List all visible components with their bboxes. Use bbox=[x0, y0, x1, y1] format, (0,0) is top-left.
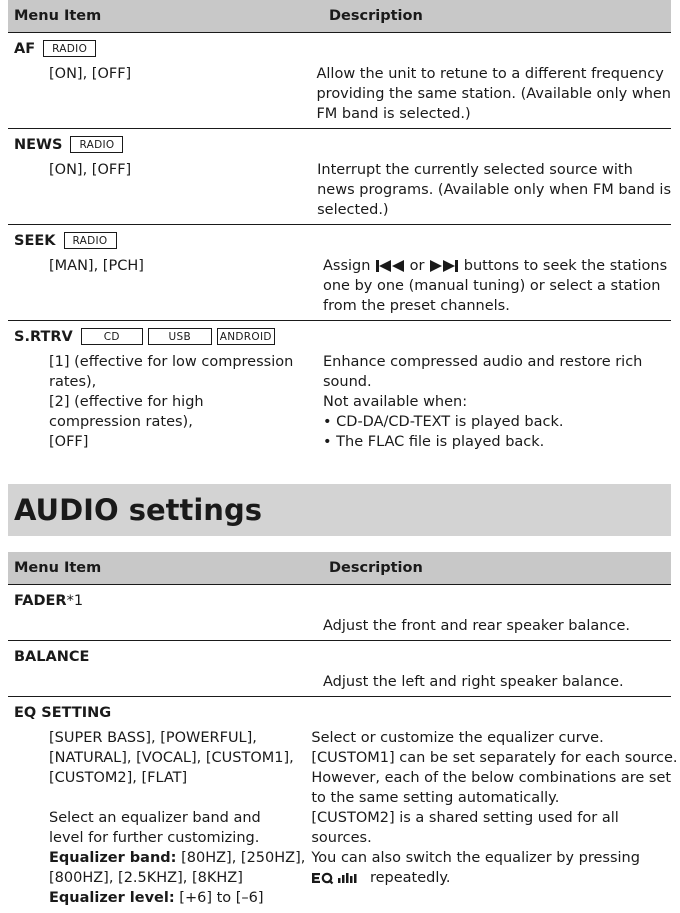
menu-item-label: AF bbox=[14, 40, 36, 57]
previous-track-icon bbox=[375, 259, 405, 273]
eq-band-values: [80HZ], [250HZ], bbox=[176, 850, 306, 866]
option-line: [NATURAL], [VOCAL], [CUSTOM1], bbox=[49, 750, 294, 766]
option-line: level for further customizing. bbox=[49, 830, 260, 846]
col-menu-item: Menu Item bbox=[14, 560, 102, 576]
option-values: [MAN], [PCH] bbox=[49, 258, 144, 274]
menu-item-label: EQ SETTING bbox=[14, 704, 112, 721]
menu-item-row bbox=[8, 256, 671, 320]
option-line: Select an equalizer band and bbox=[49, 810, 261, 826]
desc-line: selected.) bbox=[317, 202, 389, 218]
desc-line: to the same setting automatically. bbox=[311, 790, 560, 806]
section-title: AUDIO settings bbox=[8, 484, 671, 536]
footnote-marker: *1 bbox=[66, 592, 84, 609]
desc-line: Interrupt the currently selected source with bbox=[317, 162, 633, 178]
desc-line: providing the same station. (Available only when bbox=[316, 86, 671, 102]
desc-text: or bbox=[409, 258, 425, 274]
desc-line: However, each of the below combinations are set bbox=[311, 770, 672, 786]
desc-line: Adjust the left and right speaker balance. bbox=[323, 674, 624, 690]
description bbox=[317, 256, 671, 316]
eq-level-values: [+6] to [–6] bbox=[174, 890, 264, 906]
source-tag-radio: RADIO bbox=[43, 40, 96, 57]
menu-item-srtrv bbox=[8, 320, 671, 352]
option-values: [ON], [OFF] bbox=[49, 162, 132, 178]
option-line: [SUPER BASS], [POWERFUL], bbox=[49, 730, 257, 746]
menu-item-row bbox=[8, 64, 671, 128]
desc-line: news programs. (Available only when FM band is bbox=[317, 182, 671, 198]
option-line: compression rates), bbox=[49, 414, 193, 430]
next-track-icon bbox=[429, 259, 459, 273]
source-tag-radio: RADIO bbox=[64, 232, 117, 249]
eq-level-label: Equalizer level: bbox=[49, 890, 175, 906]
option-line: [OFF] bbox=[49, 434, 89, 450]
eq-button-icon bbox=[311, 871, 365, 885]
menu-item-label: NEWS bbox=[14, 136, 63, 153]
description bbox=[311, 160, 671, 220]
option-values bbox=[8, 352, 317, 452]
desc-line: • The FLAC file is played back. bbox=[323, 434, 545, 450]
menu-item-seek bbox=[8, 224, 671, 256]
option-line bbox=[49, 848, 305, 868]
menu-item-label: BALANCE bbox=[14, 648, 90, 665]
desc-line bbox=[323, 256, 671, 276]
option-line: [2] (effective for high bbox=[49, 394, 204, 410]
desc-line: sources. bbox=[311, 830, 372, 846]
option-line bbox=[49, 888, 305, 908]
col-description: Description bbox=[329, 8, 423, 24]
description bbox=[317, 672, 671, 692]
option-line: [CUSTOM2], [FLAT] bbox=[49, 770, 188, 786]
desc-line: You can also switch the equalizer by pressing bbox=[311, 850, 640, 866]
desc-line: Allow the unit to retune to a different frequency bbox=[316, 66, 664, 82]
option-line: rates), bbox=[49, 374, 97, 390]
menu-item-row bbox=[8, 672, 671, 696]
desc-line bbox=[311, 868, 677, 888]
desc-line: Adjust the front and rear speaker balance. bbox=[323, 618, 630, 634]
manual-page bbox=[8, 0, 678, 912]
desc-line: Enhance compressed audio and restore rich bbox=[323, 354, 643, 370]
source-tag-radio: RADIO bbox=[70, 136, 123, 153]
desc-text: Assign bbox=[323, 258, 371, 274]
menu-item-fader bbox=[8, 584, 671, 616]
menu-item-news bbox=[8, 128, 671, 160]
desc-text: buttons to seek the stations bbox=[463, 258, 668, 274]
menu-item-eq-setting bbox=[8, 696, 671, 728]
desc-line: [CUSTOM2] is a shared setting used for all bbox=[311, 810, 619, 826]
desc-line: • CD-DA/CD-TEXT is played back. bbox=[323, 414, 564, 430]
option-line: [1] (effective for low compression bbox=[49, 354, 294, 370]
desc-line: one by one (manual tuning) or select a station bbox=[323, 278, 661, 294]
desc-line: Not available when: bbox=[323, 394, 468, 410]
description bbox=[305, 728, 677, 908]
col-description: Description bbox=[329, 560, 423, 576]
col-menu-item: Menu Item bbox=[14, 8, 102, 24]
menu-item-balance bbox=[8, 640, 671, 672]
source-tag-usb: USB bbox=[148, 328, 212, 345]
description bbox=[310, 64, 671, 124]
desc-text: repeatedly. bbox=[369, 870, 451, 886]
desc-line: Select or customize the equalizer curve. bbox=[311, 730, 604, 746]
menu-item-af bbox=[8, 32, 671, 64]
source-tag-android: ANDROID bbox=[217, 328, 275, 345]
desc-line: [CUSTOM1] can be set separately for each source. bbox=[311, 750, 678, 766]
menu-item-row bbox=[8, 728, 678, 912]
table-header bbox=[8, 552, 671, 584]
option-line: [800HZ], [2.5KHZ], [8KHZ] bbox=[49, 870, 243, 886]
table-header bbox=[8, 0, 671, 32]
menu-item-row bbox=[8, 160, 671, 224]
description bbox=[317, 352, 671, 452]
desc-line: FM band is selected.) bbox=[316, 106, 471, 122]
source-tag-cd: CD bbox=[81, 328, 143, 345]
desc-line: from the preset channels. bbox=[323, 298, 510, 314]
option-values: [ON], [OFF] bbox=[49, 66, 132, 82]
menu-item-label: SEEK bbox=[14, 232, 56, 249]
description bbox=[317, 616, 671, 636]
desc-line: sound. bbox=[323, 374, 372, 390]
menu-item-label: FADER bbox=[14, 592, 67, 609]
menu-item-row bbox=[8, 616, 671, 640]
menu-item-label: S.RTRV bbox=[14, 328, 73, 345]
menu-item-row bbox=[8, 352, 671, 456]
eq-band-label: Equalizer band: bbox=[49, 850, 177, 866]
option-values bbox=[8, 728, 305, 908]
